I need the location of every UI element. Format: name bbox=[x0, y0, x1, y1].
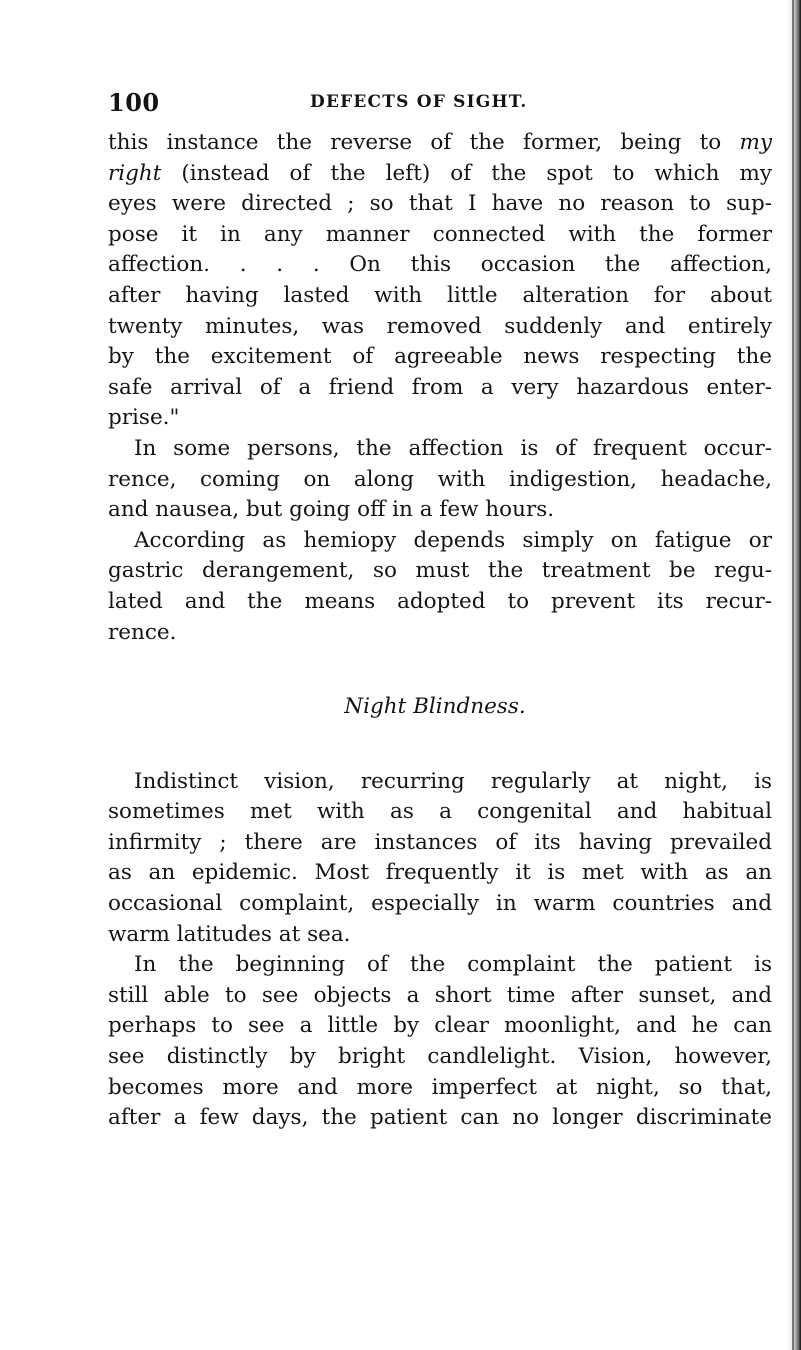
text-line: affection. . . . On this occasion the affection, bbox=[108, 252, 772, 278]
running-header bbox=[108, 88, 768, 118]
binding-gutter-shadow bbox=[787, 0, 801, 1350]
text-line: and nausea, but going off in a few hours. bbox=[108, 497, 555, 523]
text-line: prise." bbox=[108, 405, 180, 431]
text-line: twenty minutes, was removed suddenly and entirely bbox=[108, 313, 772, 339]
text-line: rence. bbox=[108, 619, 177, 645]
text-line: In some persons, the affection is of frequent occur- bbox=[134, 435, 772, 461]
text-line: after having lasted with little alteration for about bbox=[108, 282, 772, 308]
text-line: lated and the means adopted to prevent its recur- bbox=[108, 588, 772, 614]
text-line: perhaps to see a little by clear moonlight, and he can bbox=[108, 1013, 772, 1039]
text-line: pose it in any manner connected with the former bbox=[108, 221, 772, 247]
paragraph bbox=[108, 526, 772, 648]
text-line: by the excitement of agreeable news respecting the bbox=[108, 344, 772, 370]
text-line: still able to see objects a short time after sunset, and bbox=[108, 982, 772, 1008]
text-line: eyes were directed ; so that I have no reason to sup- bbox=[108, 191, 772, 217]
text-line: as an epidemic. Most frequently it is met with as an bbox=[108, 860, 772, 886]
binding-edge-line bbox=[792, 0, 794, 1350]
paragraph-continuation bbox=[108, 128, 772, 434]
text-line: warm latitudes at sea. bbox=[108, 921, 351, 947]
section-heading: Night Blindness. bbox=[344, 694, 526, 720]
text-line: According as hemiopy depends simply on fatigue or bbox=[134, 527, 772, 553]
text-line: rence, coming on along with indigestion, headache, bbox=[108, 466, 772, 492]
page-number: 100 bbox=[108, 88, 160, 117]
text-line: In the beginning of the complaint the patient is bbox=[134, 952, 772, 978]
text-line: see distinctly by bright candlelight. Vision, however, bbox=[108, 1044, 772, 1070]
emphasis: right bbox=[108, 160, 162, 186]
text-line: after a few days, the patient can no longer discriminate bbox=[108, 1105, 772, 1131]
text-line: occasional complaint, especially in warm countries and bbox=[108, 891, 772, 917]
paragraph bbox=[108, 434, 772, 526]
emphasis: my bbox=[739, 130, 772, 155]
paragraph bbox=[108, 767, 772, 951]
text-line: sometimes met with as a congenital and habitual bbox=[108, 799, 772, 825]
text-line: infirmity ; there are instances of its having prevailed bbox=[108, 829, 772, 855]
text-line: gastric derangement, so must the treatment be regu- bbox=[108, 558, 772, 584]
body-text bbox=[108, 128, 772, 1134]
text-line: this instance the reverse of the former, being to my bbox=[108, 130, 772, 155]
text-line: right (instead of the left) of the spot to which my bbox=[108, 160, 772, 186]
text-line: Indistinct vision, recurring regularly at night, is bbox=[134, 768, 772, 794]
text-line: safe arrival of a friend from a very hazardous enter- bbox=[108, 374, 772, 400]
text-line: becomes more and more imperfect at night, so that, bbox=[108, 1074, 772, 1100]
paragraph bbox=[108, 950, 772, 1134]
running-title: DEFECTS OF SIGHT. bbox=[310, 92, 528, 112]
